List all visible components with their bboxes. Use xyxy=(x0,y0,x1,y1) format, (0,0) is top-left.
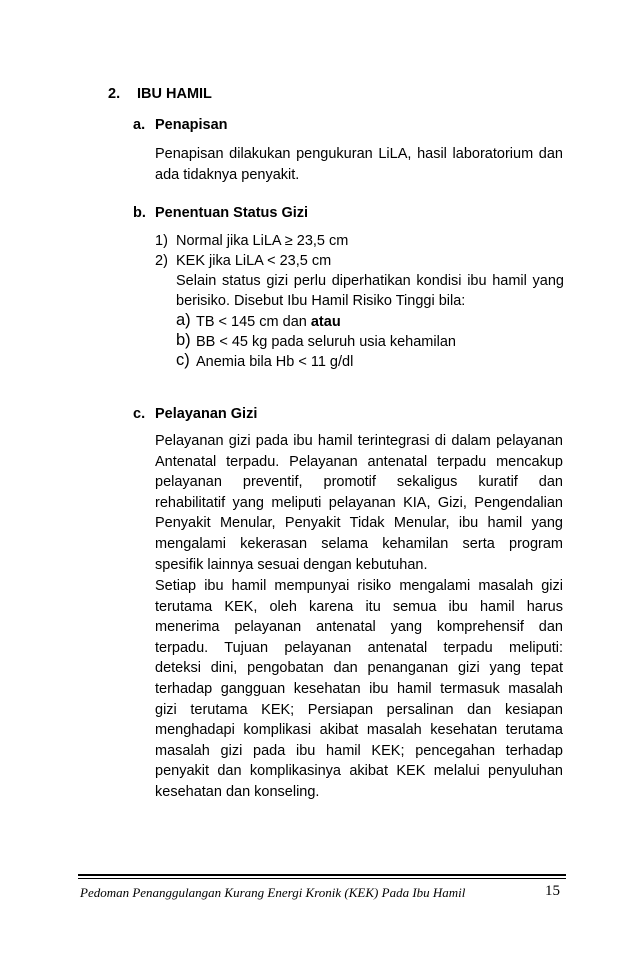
paragraph-line: kesehatan dan konseling. xyxy=(155,783,320,800)
paragraph-line: Setiap ibu hamil mempunyai risiko mengalami masalah gizi xyxy=(155,578,563,594)
risk-a-marker: a) xyxy=(176,311,191,329)
risk-note-line-1: Selain status gizi perlu diperhatikan kondisi ibu hamil yang xyxy=(176,273,564,289)
paragraph-line: mengalami kekerasan selama kehamilan serta program xyxy=(155,535,563,552)
subsection-c-paragraph-1 xyxy=(155,431,563,575)
footer-title: Pedoman Penanggulangan Kurang Energi Kronik (KEK) Pada Ibu Hamil xyxy=(80,885,466,900)
paragraph-line: terhadap gangguan kesehatan ibu hamil termasuk masalah xyxy=(155,680,563,697)
subsection-c-marker: c. xyxy=(133,406,146,422)
paragraph-line: menerima pelayanan antenatal yang komprehensif dan xyxy=(155,619,563,636)
risk-a-bold: atau xyxy=(310,314,341,330)
paragraph-line: menghadapi komplikasi akibat masalah kesehatan terutama xyxy=(155,722,563,739)
risk-a-plain: TB < 145 cm dan xyxy=(196,314,311,330)
paragraph-line: spesifik lainnya sesuai dengan kebutuhan. xyxy=(155,556,428,573)
paragraph-line: Penyakit Menular, Penyakit Tidak Menular, ibu hamil yang xyxy=(155,515,563,532)
risk-b-text: BB < 45 kg pada seluruh usia kehamilan xyxy=(196,334,456,350)
list-item-1-marker: 1) xyxy=(155,233,168,249)
risk-note-line-2: berisiko. Disebut Ibu Hamil Risiko Tinggi bila: xyxy=(176,293,466,309)
page-number: 15 xyxy=(545,883,560,899)
paragraph-line: ada tidaknya penyakit. xyxy=(155,166,300,183)
list-item-2-text: KEK jika LiLA < 23,5 cm xyxy=(176,253,332,269)
paragraph-line: terutama KEK, oleh karena itu semua ibu hamil harus xyxy=(155,598,563,615)
paragraph-line: terpadu. Tujuan pelayanan antenatal terpadu meliputi: xyxy=(155,639,563,656)
list-item-2-marker: 2) xyxy=(155,253,168,269)
subsection-a-heading: Penapisan xyxy=(155,117,228,133)
risk-a-text xyxy=(196,312,341,332)
paragraph-line: pelayanan preventif, promotif sekaligus kuratif dan xyxy=(155,474,563,491)
footer-rule-thin xyxy=(78,878,566,879)
subsection-a-marker: a. xyxy=(133,117,146,133)
paragraph-line: Pelayanan gizi pada ibu hamil terintegrasi di dalam pelayanan xyxy=(155,433,563,449)
list-item-1-text: Normal jika LiLA ≥ 23,5 cm xyxy=(176,233,349,249)
paragraph-line: Antenatal terpadu. Pelayanan antenatal terpadu mencakup xyxy=(155,453,563,470)
paragraph-line: rehabilitatif yang meliputi pelayanan KIA, Gizi, Pengendalian xyxy=(155,494,563,511)
footer-rule xyxy=(78,874,566,876)
section-number: 2. xyxy=(108,86,121,102)
section-title: IBU HAMIL xyxy=(137,86,212,102)
paragraph-line: deteksi dini, pengobatan dan penanganan gizi yang tepat xyxy=(155,660,563,677)
risk-c-marker: c) xyxy=(176,351,190,369)
paragraph-line: penyakit dan komplikasinya akibat KEK melalui penyuluhan xyxy=(155,763,563,780)
risk-b-marker: b) xyxy=(176,331,191,349)
paragraph-line: Penapisan dilakukan pengukuran LiLA, hasil laboratorium dan xyxy=(155,146,563,162)
subsection-b-heading: Penentuan Status Gizi xyxy=(155,205,309,221)
subsection-b-marker: b. xyxy=(133,205,146,221)
paragraph-line: gizi terutama KEK; Persiapan persalinan dan kesiapan xyxy=(155,701,563,718)
subsection-c-heading: Pelayanan Gizi xyxy=(155,406,258,422)
subsection-a-paragraph xyxy=(155,144,563,185)
paragraph-line: masalah gizi pada ibu hamil KEK; pencegahan terhadap xyxy=(155,742,563,759)
risk-c-text: Anemia bila Hb < 11 g/dl xyxy=(196,354,354,370)
subsection-c-paragraph-2 xyxy=(155,576,563,803)
